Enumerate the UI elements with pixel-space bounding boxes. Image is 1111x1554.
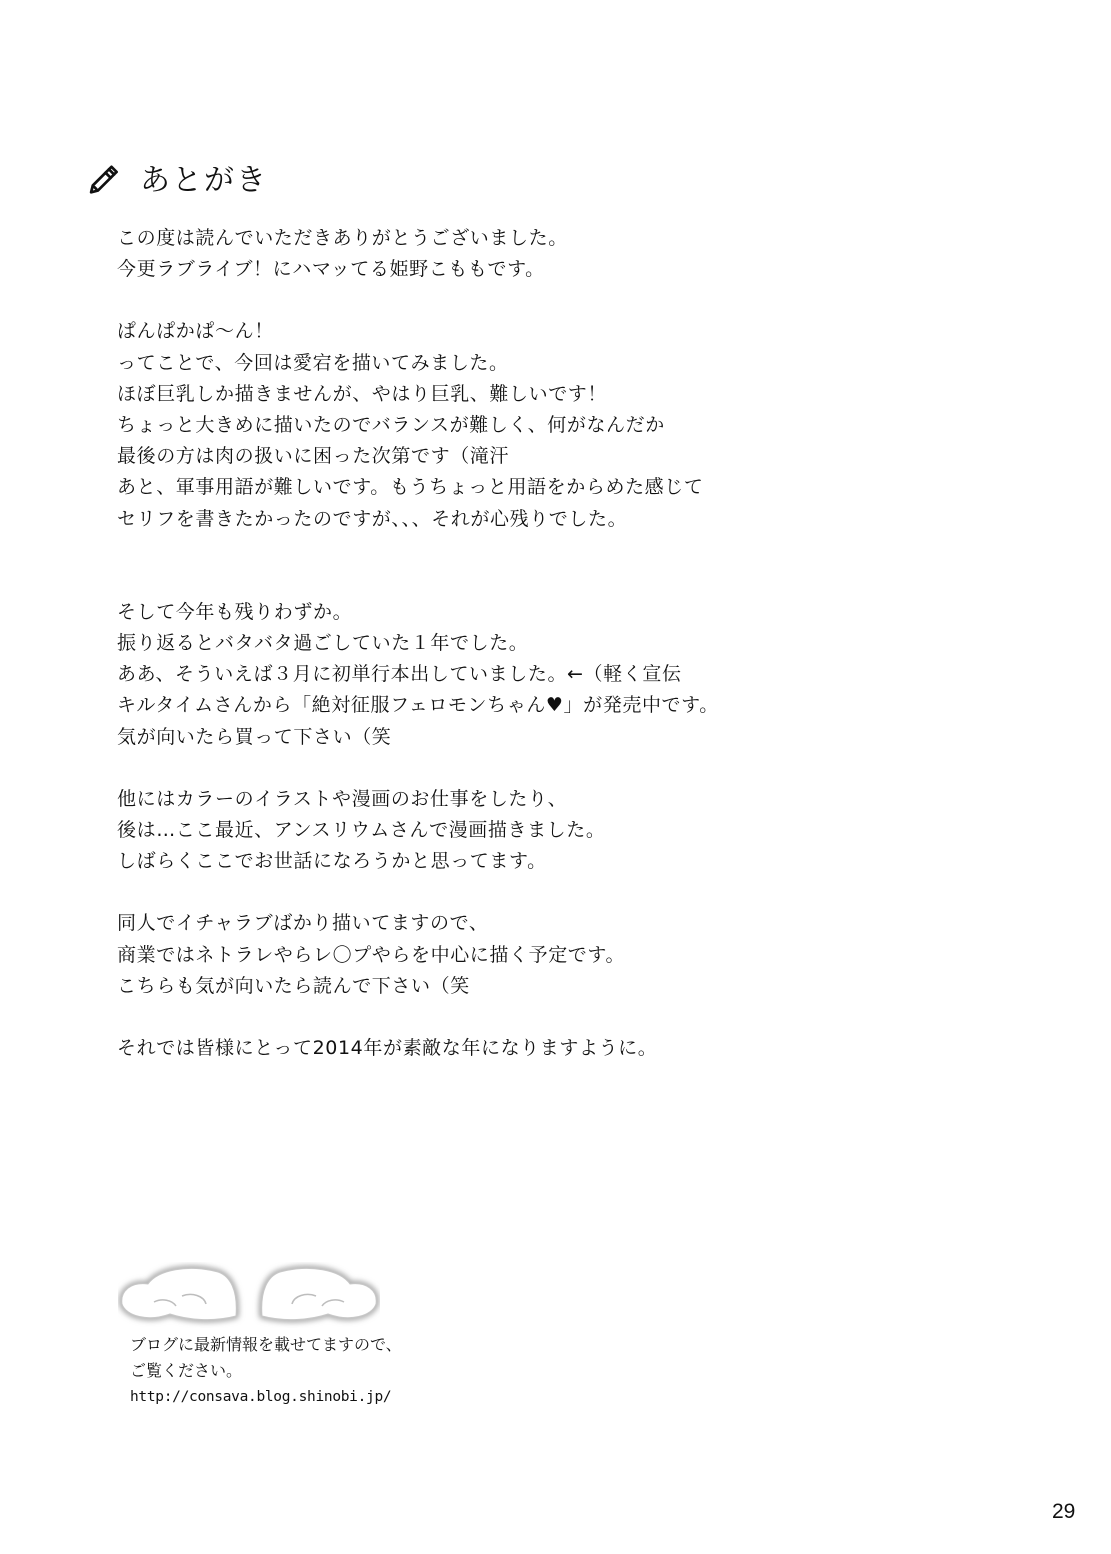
afterword-body (117, 223, 1017, 1064)
blog-notice-2: ご覧ください。 (130, 1361, 243, 1380)
paragraph-work (117, 784, 1017, 878)
text-line: ちょっと大きめに描いたのでバランスが難しく、何がなんだか (117, 414, 665, 437)
text-line: 他にはカラーのイラストや漫画のお仕事をしたり、 (117, 787, 568, 810)
text-line: 後は…ここ最近、アンスリウムさんで漫画描きました。 (117, 819, 606, 842)
pencil-icon (86, 160, 120, 194)
text-line: あと、軍事用語が難しいです。もうちょっと用語をからめた感じて (117, 476, 704, 499)
text-line: キルタイムさんから「絶対征服フェロモンちゃん♥」が発売中です。 (117, 694, 719, 717)
text-line: ぱんぱかぱ～ん！ (117, 320, 274, 343)
text-line: こちらも気が向いたら読んで下さい（笑 (117, 974, 470, 997)
text-line: 最後の方は肉の扱いに困った次第です（滝汗 (117, 445, 510, 468)
paragraph-atago (117, 316, 1017, 534)
paragraph-plans (117, 908, 1017, 1002)
text-line: そして今年も残りわずか。 (117, 600, 353, 623)
text-line: 気が向いたら買って下さい（笑 (117, 725, 392, 748)
paragraph-closing (117, 1033, 1017, 1064)
text-line: ほぼ巨乳しか描きませんが、やはり巨乳、難しいです！ (117, 382, 608, 405)
text-line: 同人でイチャラブばかり描いてますので、 (117, 912, 489, 935)
text-line: 今更ラブライブ！にハマッてる姫野こももです。 (117, 258, 545, 281)
blog-notice: ブログに最新情報を載せてますので、 (130, 1335, 402, 1354)
paragraph-year (117, 597, 1017, 753)
wings-icon (118, 1262, 380, 1328)
text-line: ってことで、今回は愛宕を描いてみました。 (117, 351, 509, 374)
text-line: ああ、そういえば３月に初単行本出していました。←（軽く宣伝 (117, 663, 682, 686)
paragraph-thanks (117, 223, 1017, 285)
text-line: しばらくここでお世話になろうかと思ってます。 (117, 850, 547, 873)
text-line: 振り返るとバタバタ過ごしていた１年でした。 (117, 632, 529, 655)
heading-title: あとがき (140, 163, 268, 198)
text-line: セリフを書きたかったのですが、、、それが心残りでした。 (117, 507, 628, 530)
afterword-heading (86, 155, 268, 199)
text-line: 商業ではネトラレやらレ〇プやらを中心に描く予定です。 (117, 943, 626, 966)
page-number: 29 (1052, 1500, 1076, 1523)
blog-footer (130, 1332, 402, 1410)
blog-url[interactable]: http://consava.blog.shinobi.jp/ (130, 1389, 392, 1405)
text-line: この度は読んでいただきありがとうございました。 (117, 227, 568, 249)
text-line: それでは皆様にとって2014年が素敵な年になりますように。 (117, 1037, 658, 1060)
